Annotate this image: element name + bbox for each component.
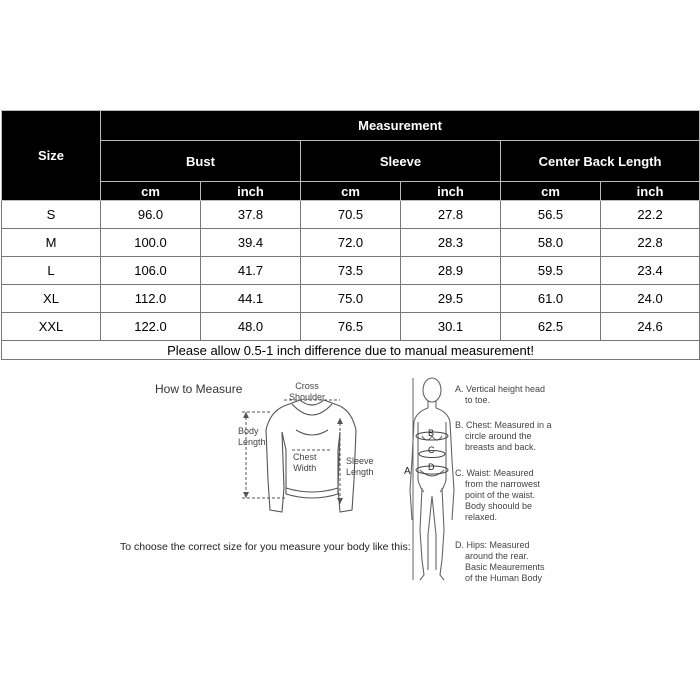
table-cell: 28.9 bbox=[401, 257, 501, 285]
unit-header: cm bbox=[301, 182, 401, 201]
measurement-note: Please allow 0.5-1 inch difference due to manual measurement! bbox=[2, 341, 700, 360]
table-cell: 23.4 bbox=[601, 257, 700, 285]
table-cell: 28.3 bbox=[401, 229, 501, 257]
table-cell: 27.8 bbox=[401, 201, 501, 229]
figure-label-a: A bbox=[404, 466, 411, 477]
unit-header: inch bbox=[201, 182, 301, 201]
table-cell: 48.0 bbox=[201, 313, 301, 341]
table-cell: 73.5 bbox=[301, 257, 401, 285]
table-row bbox=[2, 313, 700, 341]
table-cell: 41.7 bbox=[201, 257, 301, 285]
table-cell: 122.0 bbox=[101, 313, 201, 341]
table-cell: 29.5 bbox=[401, 285, 501, 313]
table-cell: 106.0 bbox=[101, 257, 201, 285]
unit-header: inch bbox=[401, 182, 501, 201]
instruction-text: To choose the correct size for you measure your body like this: bbox=[120, 541, 411, 553]
note-b: B. Chest: Measured in a circle around the breasts and back. bbox=[455, 420, 552, 452]
table-cell: 62.5 bbox=[501, 313, 601, 341]
table-cell: 30.1 bbox=[401, 313, 501, 341]
size-header: Size bbox=[2, 111, 101, 201]
table-cell: 22.2 bbox=[601, 201, 700, 229]
table-cell: 37.8 bbox=[201, 201, 301, 229]
table-cell: 59.5 bbox=[501, 257, 601, 285]
table-row bbox=[2, 257, 700, 285]
sleeve-length-label: Sleeve Length bbox=[346, 456, 374, 477]
group-header-sleeve: Sleeve bbox=[301, 141, 501, 182]
table-cell: 100.0 bbox=[101, 229, 201, 257]
table-cell: 72.0 bbox=[301, 229, 401, 257]
measure-guide bbox=[0, 370, 700, 700]
table-cell: 70.5 bbox=[301, 201, 401, 229]
table-cell: 24.6 bbox=[601, 313, 700, 341]
size-cell: XL bbox=[2, 285, 101, 313]
table-cell: 56.5 bbox=[501, 201, 601, 229]
note-a: A. Vertical height head to toe. bbox=[455, 384, 546, 405]
unit-header: inch bbox=[601, 182, 700, 201]
size-cell: L bbox=[2, 257, 101, 285]
table-cell: 39.4 bbox=[201, 229, 301, 257]
figure-label-c: C bbox=[428, 445, 435, 455]
cross-shoulder-label: Cross Shoulder bbox=[289, 381, 326, 402]
table-cell: 61.0 bbox=[501, 285, 601, 313]
unit-header: cm bbox=[501, 182, 601, 201]
size-cell: S bbox=[2, 201, 101, 229]
table-row bbox=[2, 285, 700, 313]
table-cell: 75.0 bbox=[301, 285, 401, 313]
table-cell: 76.5 bbox=[301, 313, 401, 341]
table-cell: 112.0 bbox=[101, 285, 201, 313]
table-row bbox=[2, 229, 700, 257]
guide-title: How to Measure bbox=[155, 382, 243, 396]
table-cell: 22.8 bbox=[601, 229, 700, 257]
figure-label-b: B bbox=[428, 428, 435, 438]
sweater-illustration bbox=[0, 370, 700, 700]
table-cell: 96.0 bbox=[101, 201, 201, 229]
measurement-header: Measurement bbox=[101, 111, 700, 141]
table-cell: 44.1 bbox=[201, 285, 301, 313]
group-header-center-back-length: Center Back Length bbox=[501, 141, 700, 182]
note-d: D. Hips: Measured around the rear. Basic Meaurements of the Human Body bbox=[455, 540, 545, 583]
body-length-label: Body Length bbox=[238, 426, 266, 447]
size-cell: XXL bbox=[2, 313, 101, 341]
table-row bbox=[2, 201, 700, 229]
table-cell: 58.0 bbox=[501, 229, 601, 257]
figure-label-d: D bbox=[428, 462, 435, 472]
size-cell: M bbox=[2, 229, 101, 257]
group-header-bust: Bust bbox=[101, 141, 301, 182]
chest-width-label: Chest Width bbox=[293, 452, 317, 473]
size-chart-table bbox=[1, 110, 700, 360]
table-cell: 24.0 bbox=[601, 285, 700, 313]
unit-header: cm bbox=[101, 182, 201, 201]
note-c: C. Waist: Measured from the narrowest point of the waist. Body shoould be relaxed. bbox=[455, 468, 541, 522]
